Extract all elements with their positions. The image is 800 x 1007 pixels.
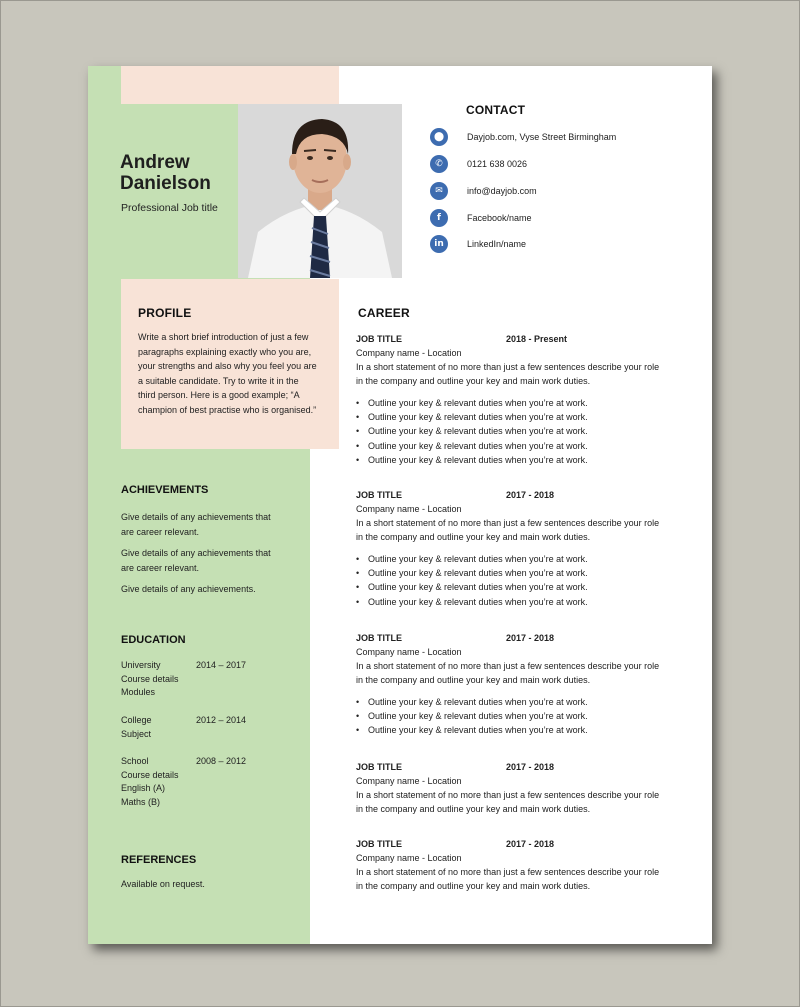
job-header: [356, 488, 676, 502]
job-header: [356, 760, 676, 774]
contact-text: Facebook/name: [467, 213, 532, 223]
education-detail: Maths (B): [121, 796, 161, 807]
job-description: In a short statement of no more than just a few sentences describe your role in the company and outline your key and main work duties.: [356, 362, 660, 386]
job-company: Company name - Location: [356, 348, 462, 358]
job-dates: 2018 - Present: [506, 334, 568, 344]
contact-item: [430, 234, 526, 254]
job-title: JOB TITLE: [356, 334, 403, 344]
job-title: JOB TITLE: [356, 490, 403, 500]
job-description: In a short statement of no more than just a few sentences describe your role in the company and outline your key and main work duties.: [356, 518, 660, 542]
contact-text: Dayjob.com, Vyse Street Birmingham: [467, 132, 617, 142]
contact-text: LinkedIn/name: [467, 239, 527, 249]
contact-item: [430, 208, 532, 228]
job-header: [356, 837, 676, 851]
job-duty-item: • Outline your key & relevant duties when you’re at work.: [356, 396, 676, 410]
job-description: In a short statement of no more than just a few sentences describe your role in the company and outline your key and main work duties.: [356, 790, 660, 814]
job-dates: 2017 - 2018: [506, 490, 555, 500]
job-header: [356, 631, 676, 645]
education-dates: 2008 – 2012: [196, 756, 247, 766]
contact-item: [430, 154, 527, 174]
job-duties-list: [356, 552, 676, 609]
education-detail: School: [121, 756, 149, 766]
job-dates: 2017 - 2018: [506, 839, 555, 849]
career-entry: [356, 837, 676, 893]
profile-photo: [238, 104, 402, 278]
location-pin-icon: ⬤: [430, 128, 448, 146]
job-duty-item: • Outline your key & relevant duties when you’re at work.: [356, 566, 676, 580]
job-company: Company name - Location: [356, 853, 462, 863]
job-title: JOB TITLE: [356, 839, 403, 849]
achievement-item: Give details of any achievements that are career relevant.: [121, 512, 271, 537]
contact-heading: CONTACT: [466, 103, 526, 117]
job-duty-item: • Outline your key & relevant duties when you’re at work.: [356, 723, 676, 737]
job-company: Company name - Location: [356, 647, 462, 657]
job-duties-list: [356, 695, 676, 738]
job-dates: 2017 - 2018: [506, 762, 555, 772]
header-accent-block: [121, 66, 339, 104]
job-duty-item: • Outline your key & relevant duties when you’re at work.: [356, 709, 676, 723]
job-duty-item: • Outline your key & relevant duties when you’re at work.: [356, 439, 676, 453]
job-duty-item: • Outline your key & relevant duties when you’re at work.: [356, 552, 676, 566]
email-icon: ✉: [430, 182, 448, 200]
job-duty-item: • Outline your key & relevant duties when you’re at work.: [356, 424, 676, 438]
job-description: In a short statement of no more than just a few sentences describe your role in the company and outline your key and main work duties.: [356, 867, 660, 891]
achievements-heading: ACHIEVEMENTS: [121, 484, 209, 496]
references-heading: REFERENCES: [121, 854, 197, 866]
career-heading: CAREER: [358, 306, 410, 320]
education-detail: Course details: [121, 769, 179, 780]
phone-icon: ✆: [430, 155, 448, 173]
education-detail: Modules: [121, 687, 156, 697]
job-duties-list: [356, 396, 676, 467]
candidate-name: Andrew Danielson: [120, 152, 211, 194]
job-duty-item: • Outline your key & relevant duties when you’re at work.: [356, 595, 676, 609]
career-entry: [356, 631, 676, 738]
education-dates: 2014 – 2017: [196, 660, 247, 670]
candidate-job-title: Professional Job title: [121, 202, 218, 214]
contact-item: [430, 127, 616, 147]
education-detail: English (A): [121, 783, 166, 793]
contact-text: info@dayjob.com: [467, 186, 537, 196]
job-dates: 2017 - 2018: [506, 633, 555, 643]
job-duty-item: • Outline your key & relevant duties when you’re at work.: [356, 410, 676, 424]
job-header: [356, 332, 676, 346]
career-entry: [356, 760, 676, 816]
career-entry: [356, 332, 676, 467]
linkedin-icon: in: [430, 235, 448, 253]
contact-text: 0121 638 0026: [467, 159, 528, 169]
job-description: In a short statement of no more than just a few sentences describe your role in the company and outline your key and main work duties.: [356, 661, 660, 685]
job-duty-item: • Outline your key & relevant duties when you’re at work.: [356, 580, 676, 594]
education-detail: Subject: [121, 728, 152, 739]
achievement-item: Give details of any achievements that are career relevant.: [121, 548, 271, 573]
education-heading: EDUCATION: [121, 634, 186, 646]
job-duty-item: • Outline your key & relevant duties when you’re at work.: [356, 695, 676, 709]
job-title: JOB TITLE: [356, 762, 403, 772]
profile-text: Write a short brief introduction of just a few paragraphs explaining exactly who you are, your strengths and also why you feel you are a suitable candidate. Try to write it in the third person. Here is a good example; “A champion of best practise who is organised.”: [138, 332, 317, 415]
education-detail: University: [121, 660, 161, 670]
contact-item: [430, 181, 537, 201]
cv-page: [88, 66, 712, 944]
facebook-icon: f: [430, 209, 448, 227]
education-dates: 2012 – 2014: [196, 715, 247, 725]
education-detail: Course details: [121, 673, 179, 684]
achievement-item: Give details of any achievements.: [121, 584, 256, 594]
job-company: Company name - Location: [356, 776, 462, 786]
job-duty-item: • Outline your key & relevant duties when you’re at work.: [356, 453, 676, 467]
references-text: Available on request.: [121, 879, 205, 889]
profile-heading: PROFILE: [138, 306, 192, 320]
career-entry: [356, 488, 676, 609]
education-detail: College: [121, 715, 152, 725]
job-title: JOB TITLE: [356, 633, 403, 643]
job-company: Company name - Location: [356, 504, 462, 514]
